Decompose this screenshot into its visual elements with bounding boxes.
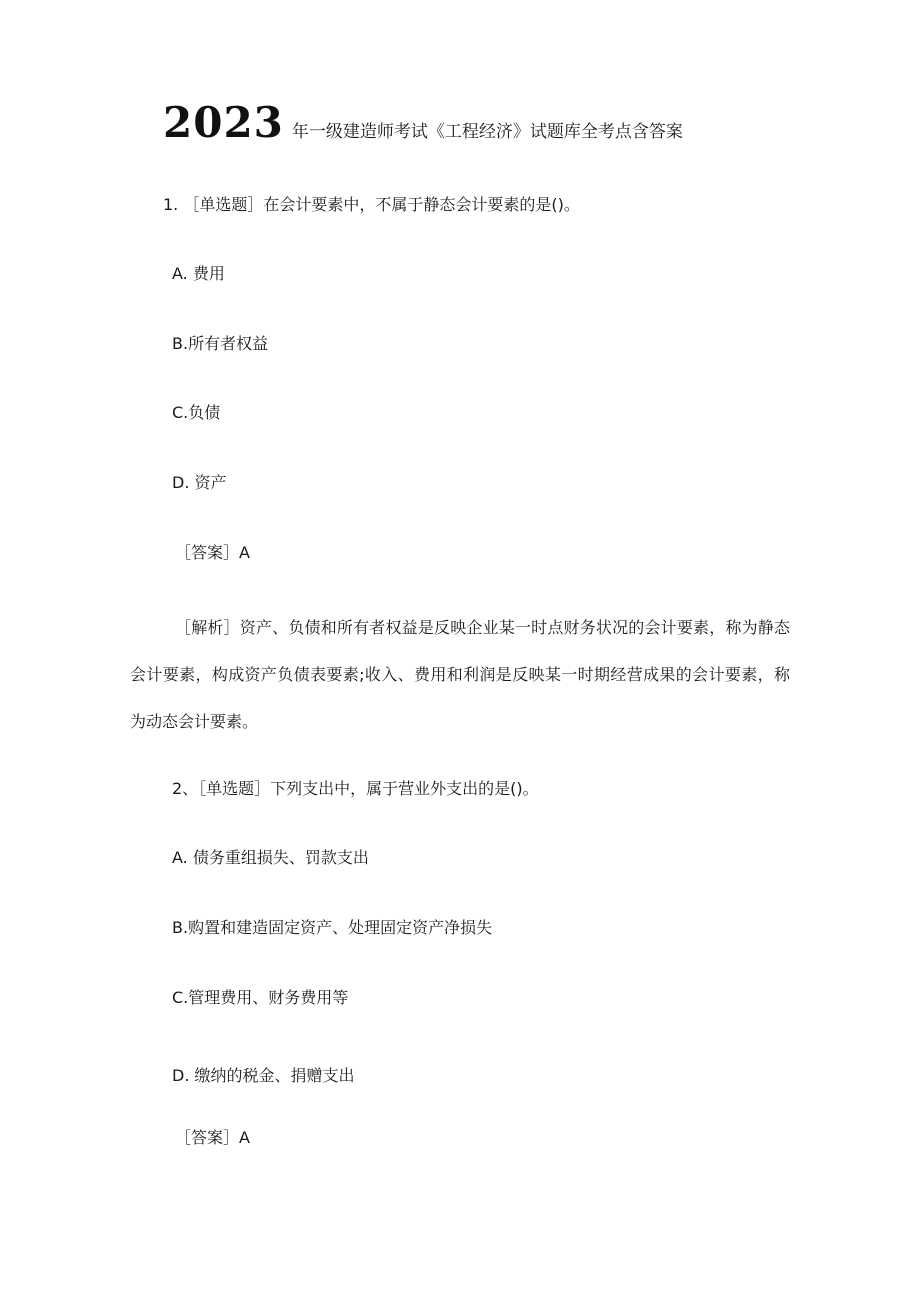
- question-2-option-d: D. 缴纳的税金、捐赠支出: [172, 1066, 355, 1085]
- question-2-stem: 2、［单选题］下列支出中，属于营业外支出的是()。: [172, 779, 539, 798]
- question-1-stem: 1. ［单选题］在会计要素中，不属于静态会计要素的是()。: [163, 195, 580, 214]
- title-text: 年一级建造师考试《工程经济》试题库全考点含答案: [291, 122, 683, 142]
- document-title: [163, 98, 683, 147]
- question-1-explanation: ［解析］资产、负债和所有者权益是反映企业某一时点财务状况的会计要素，称为静态会计要素，构成资产负债表要素;收入、费用和利润是反映某一时期经营成果的会计要素，称为动态会计要素。: [130, 618, 790, 731]
- question-2-answer: ［答案］A: [175, 1128, 250, 1147]
- question-2-option-c: C.管理费用、财务费用等: [172, 988, 349, 1007]
- question-1-option-a: A. 费用: [172, 264, 225, 283]
- question-2-option-b: B.购置和建造固定资产、处理固定资产净损失: [172, 918, 493, 937]
- question-1-option-d: D. 资产: [172, 473, 227, 492]
- question-2-option-a: A. 债务重组损失、罚款支出: [172, 848, 369, 867]
- title-year: 2023: [163, 98, 284, 147]
- question-1-option-c: C.负债: [172, 403, 221, 422]
- question-1-answer: ［答案］A: [175, 543, 250, 562]
- question-1-option-b: B.所有者权益: [172, 334, 269, 353]
